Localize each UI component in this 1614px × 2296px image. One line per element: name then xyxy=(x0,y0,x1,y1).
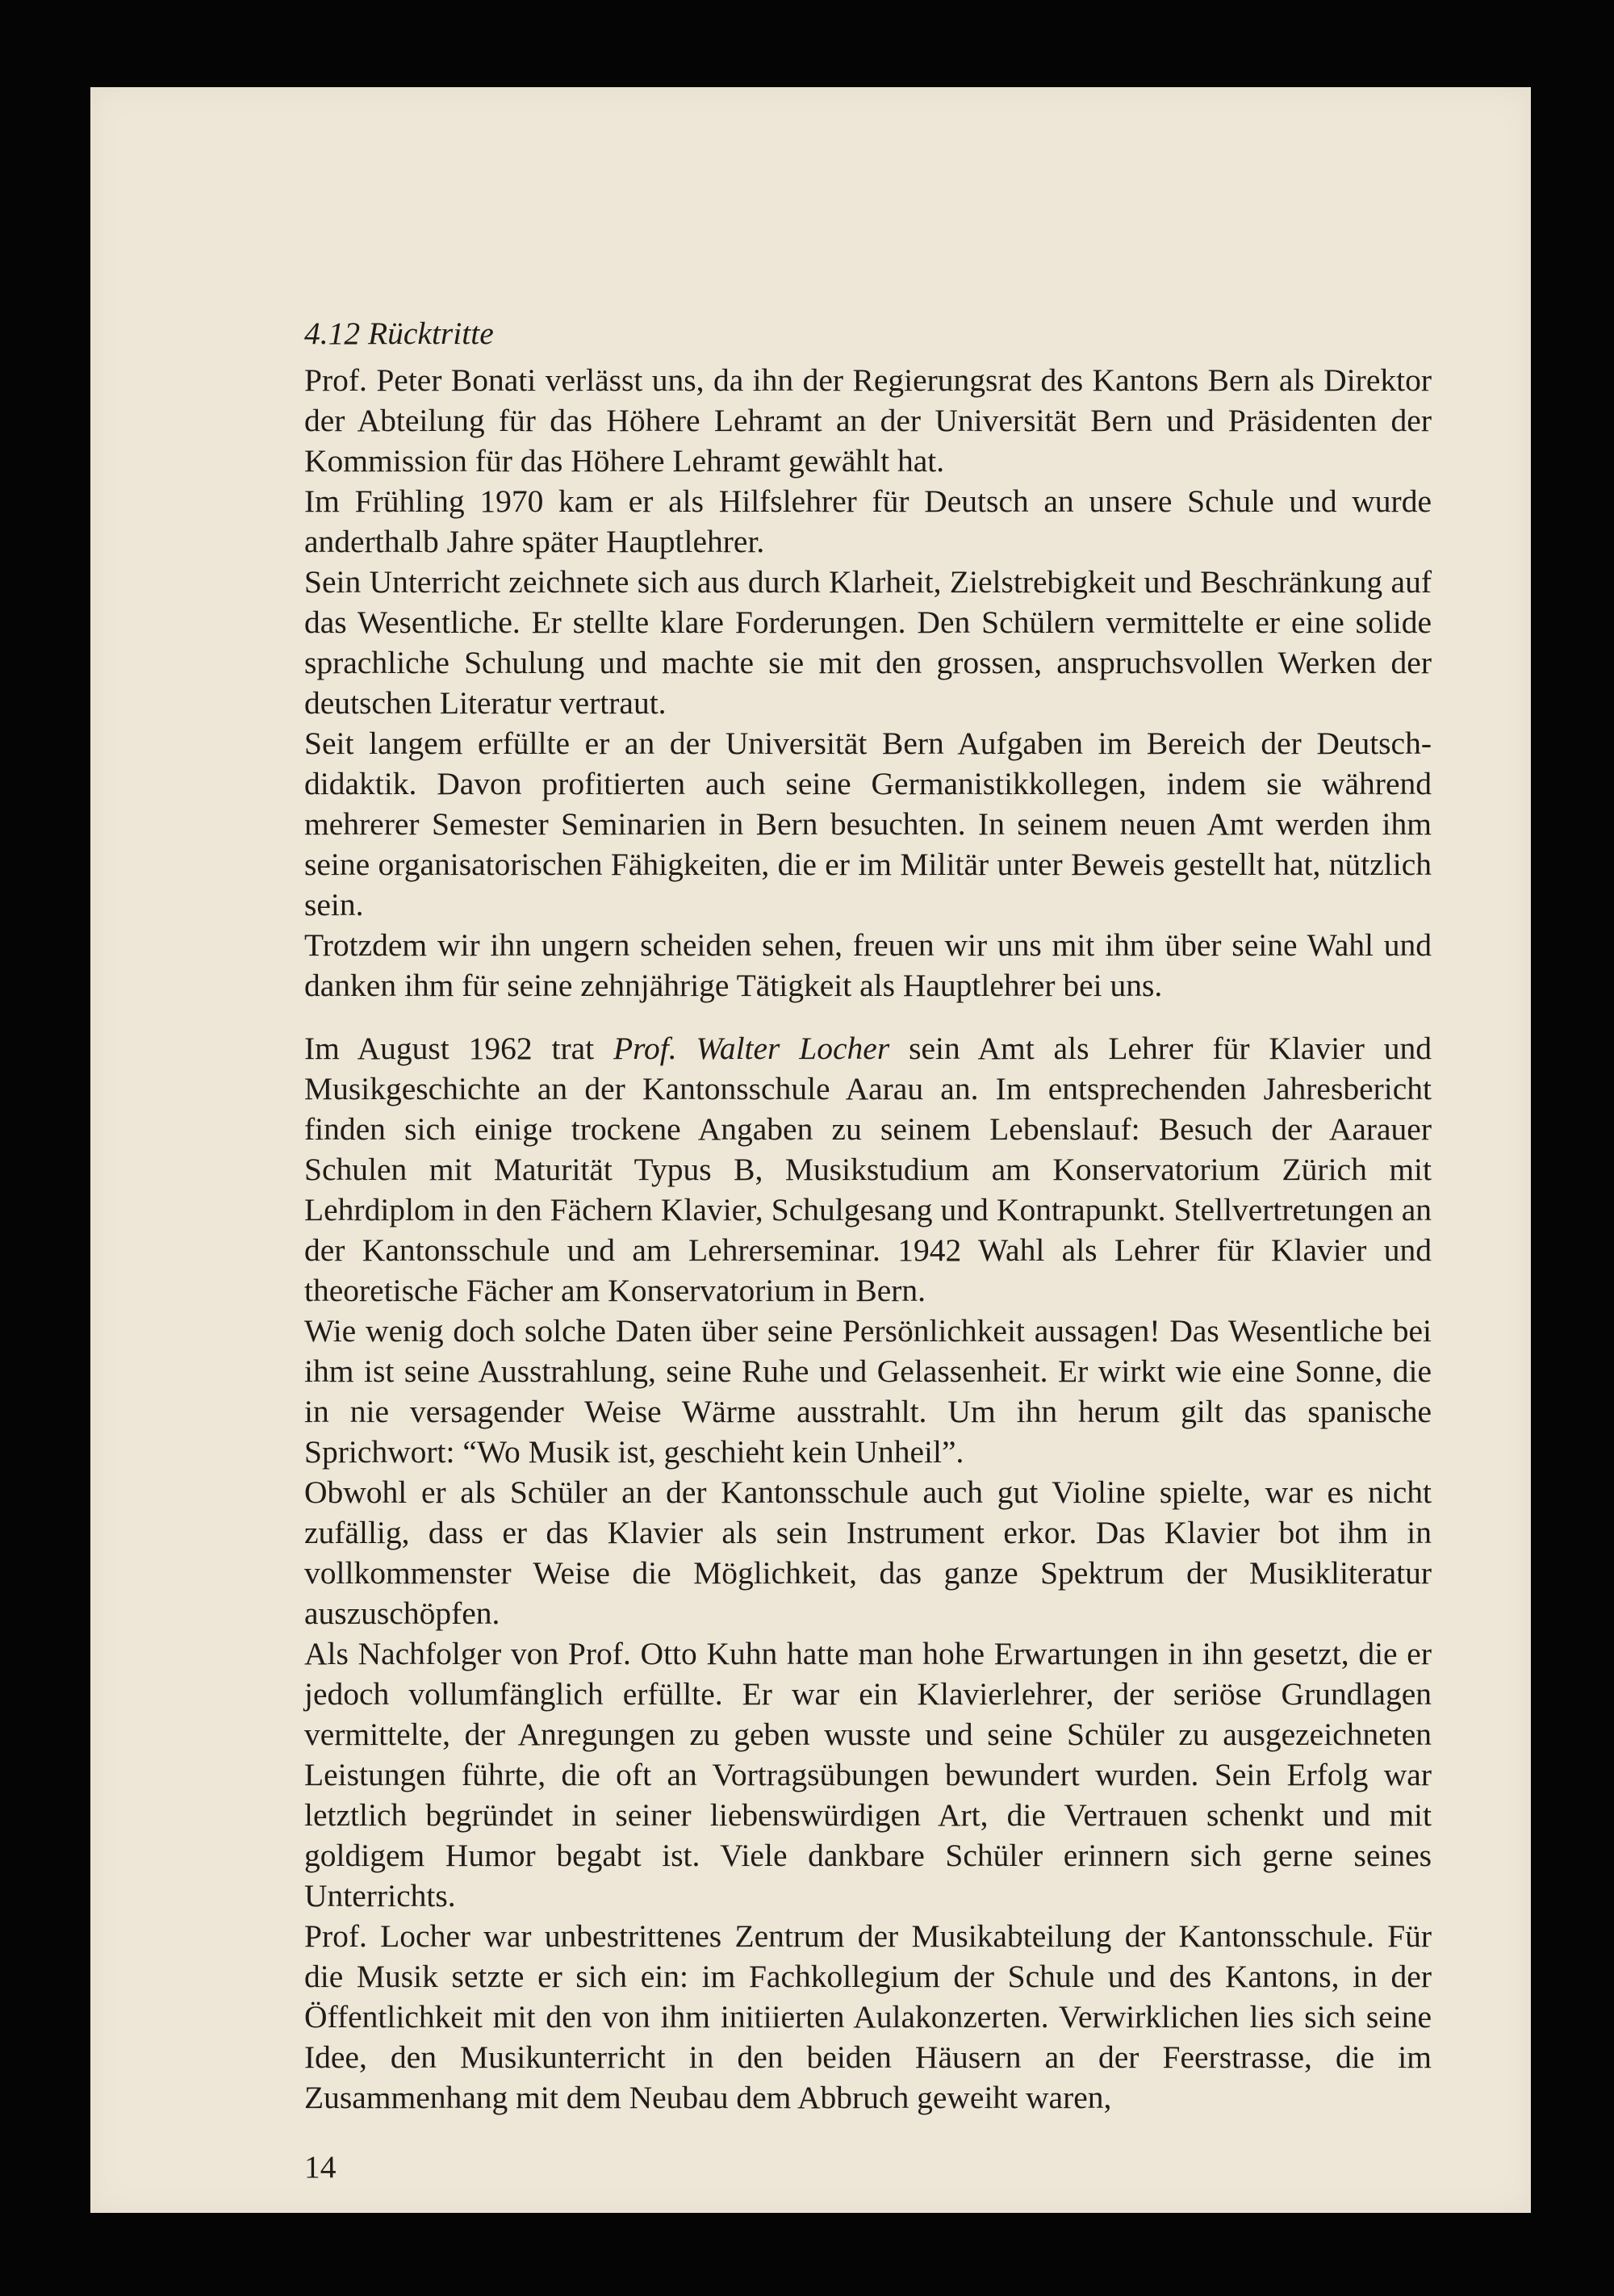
paragraph-locher-3: Als Nachfolger von Prof. Otto Kuhn hatte man hohe Erwartungen in ihn gesetzt, die er jedoch vollumfänglich erfüllte. Er war ein Klavierlehrer, der seriöse Grundlagen vermittelte, der Anregungen zu geben wusste und seine Schüler zu ausgezeichneten Leistungen führte, die oft an Vortragsübungen bewundert wurden. Sein Erfolg war letztlich begründet in seiner liebenswürdigen Art, die Vertrauen schenkt und mit goldigem Humor begabt ist. Viele dankbare Schüler erinnern sich gerne seines Unterrichts. xyxy=(304,1636,1432,1913)
locher-intro-before: Im August 1962 trat xyxy=(304,1031,614,1066)
paragraph-bonati-1: Prof. Peter Bonati verlässt uns, da ihn der Regierungsrat des Kantons Bern als Direktor der Abteilung für das Höhere Lehramt an der Universität Bern und Präsidenten der Kommission für das Höhere Lehramt gewählt hat. xyxy=(304,362,1432,479)
paragraph-bonati-2: Im Frühling 1970 kam er als Hilfslehrer für Deutsch an unsere Schule und wurde anderthalb Jahre später Hauptlehrer. xyxy=(304,483,1432,559)
locher-intro-after: sein Amt als Lehrer für Klavier und Musikgeschichte an der Kantonsschule Aarau an. Im entsprechenden Jahresbericht finden sich einige trockene Angaben zu seinem Lebenslauf: Besuch der Aarauer Schulen mit Maturität Typus B, Musikstudium am Konservatorium Zürich mit Lehrdiplom in den Fächern Klavier, Schulgesang und Kontrapunkt. Stellvertretungen an der Kantonsschule und am Lehrerseminar. 1942 Wahl als Lehrer für Klavier und theoretische Fächer am Konservatorium in Bern. xyxy=(304,1031,1432,1308)
document-page xyxy=(90,87,1531,2213)
page-number: 14 xyxy=(304,2149,337,2185)
paragraph-locher-intro xyxy=(304,1028,1432,1311)
paragraph-locher-2: Obwohl er als Schüler an der Kantonsschule auch gut Violine spielte, war es nicht zufällig, dass er das Klavier als sein Instrument erkor. Das Klavier bot ihm in vollkommenster Weise die Möglichkeit, das ganze Spektrum der Musikliteratur auszuschöpfen. xyxy=(304,1474,1432,1631)
paragraph-locher-4: Prof. Locher war unbestrittenes Zentrum der Musikabteilung der Kantonsschule. Für die Musik setzte er sich ein: im Fachkollegium der Schule und des Kantons, in der Öffentlichkeit mit den von ihm initiierten Aulakonzerten. Verwirklichen lies sich seine Idee, den Musikunterricht in den beiden Häusern an der Feerstrasse, die im Zusammenhang mit dem Neubau dem Abbruch geweiht waren, xyxy=(304,1918,1432,2115)
paragraph-bonati-4: Seit langem erfüllte er an der Universität Bern Aufgaben im Bereich der Deutschdidaktik. Davon profitierten auch seine Germanistikkollegen, indem sie während mehrerer Semester Seminarien in Bern besuchten. In seinem neuen Amt werden ihm seine organisatorischen Fähigkeiten, die er im Militär unter Beweis gestellt hat, nützlich sein. xyxy=(304,726,1432,922)
paragraph-locher-1: Wie wenig doch solche Daten über seine Persönlichkeit aussagen! Das Wesentliche bei ihm ist seine Ausstrahlung, seine Ruhe und Gelassenheit. Er wirkt wie eine Sonne, die in nie versagender Weise Wärme ausstrahlt. Um ihn herum gilt das spanische Sprichwort: “Wo Musik ist, geschieht kein Unheil”. xyxy=(304,1313,1432,1470)
section-heading: 4.12 Rücktritte xyxy=(304,316,494,351)
page-content xyxy=(304,313,1432,2118)
locher-name: Prof. Walter Locher xyxy=(613,1031,890,1066)
paragraph-bonati-5: Trotzdem wir ihn ungern scheiden sehen, freuen wir uns mit ihm über seine Wahl und danken ihm für seine zehnjährige Tätigkeit als Hauptlehrer bei uns. xyxy=(304,927,1432,1003)
paragraph-bonati-3: Sein Unterricht zeichnete sich aus durch Klarheit, Zielstrebigkeit und Beschränkung auf das Wesentliche. Er stellte klare Forderungen. Den Schülern vermittelte er eine solide sprachliche Schulung und machte sie mit den grossen, anspruchsvollen Werken der deutschen Literatur vertraut. xyxy=(304,564,1432,721)
